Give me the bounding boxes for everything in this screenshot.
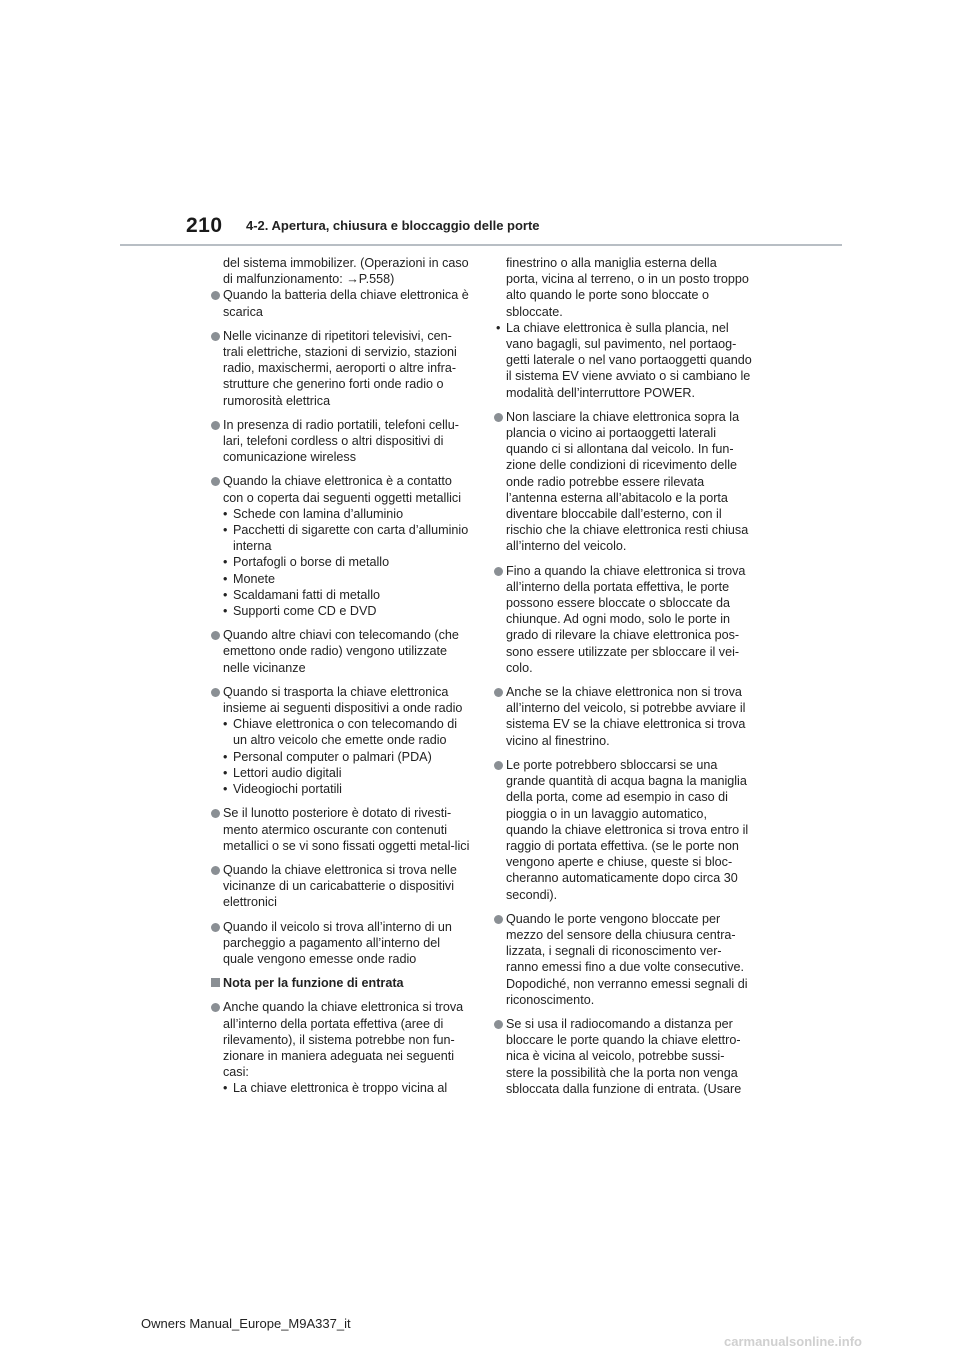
dot-bullet-icon: • <box>223 749 228 764</box>
sub-item: • Portafogli o borse di metallo <box>223 555 390 570</box>
list-item-text: Quando si trasporta la chiave elettronica insieme ai seguenti dispositivi a onde radio <box>223 684 463 716</box>
circle-bullet-icon <box>494 1020 503 1029</box>
sub-item: • Lettori audio digitali <box>223 765 342 780</box>
circle-bullet-icon <box>494 567 503 576</box>
circle-bullet-icon <box>211 923 220 932</box>
dot-bullet-icon: • <box>223 765 228 780</box>
list-item <box>494 757 752 903</box>
header-divider <box>120 244 842 246</box>
sub-item: • Personal computer o palmari (PDA) <box>223 749 432 764</box>
list-item <box>211 862 471 911</box>
page-number: 210 <box>186 214 223 237</box>
list-item-text: Quando la batteria della chiave elettronica è scarica <box>223 288 469 319</box>
sub-item: • Chiave elettronica o con telecomando di un altro veicolo che emette onde radio <box>223 717 458 748</box>
list-item-text: Quando le porte vengono bloccate per mezzo del sensore della chiusura centra-lizzata, i segnali di riconoscimento ver-ranno emessi fino a due volte consecutive. Dopodiché, non verranno emessi segnali di riconoscimento. <box>506 911 748 1007</box>
list-item <box>211 473 471 619</box>
list-item-text: Non lasciare la chiave elettronica sopra la plancia o vicino ai portaoggetti laterali quando ci si allontana dal veicolo. In fun-zione delle condizioni di ricevimento delle onde radio potrebbe essere rilevata l’antenna esterna all’abitacolo e la porta diventare bloccabile dall’esterno, con il rischio che la chiave elettronica resti chiusa all’interno del veicolo. <box>506 409 749 554</box>
dot-bullet-icon: • <box>223 717 228 732</box>
list-item <box>211 328 471 409</box>
sub-item: • Schede con lamina d’alluminio <box>223 506 404 521</box>
watermark: carmanualsonline.info <box>724 1334 862 1349</box>
circle-bullet-icon <box>494 761 503 770</box>
list-item <box>494 409 752 555</box>
sub-item: • Supporti come CD e DVD <box>223 604 377 619</box>
sub-item: • La chiave elettronica è sulla plancia, nel vano bagagli, sul pavimento, nel portaog-getti laterale o nel vano portaoggetti quando il sistema EV viene avviato o si cambiano le modalità dell’interruttore POWER. <box>496 320 752 400</box>
circle-bullet-icon <box>211 1003 220 1012</box>
circle-bullet-icon <box>211 631 220 640</box>
list-item-text: Le porte potrebbero sbloccarsi se una grande quantità di acqua bagna la maniglia della porta, come ad esempio in caso di pioggia o in un lavaggio automatico, quando la chiave elettronica si trova entro il raggio di portata effettiva. (se le porte non vengono aperte e chiuse, queste si bloc-cheranno automaticamente dopo circa 30 secondi). <box>506 757 749 902</box>
circle-bullet-icon <box>211 421 220 430</box>
circle-bullet-icon <box>494 688 503 697</box>
dot-bullet-icon: • <box>223 604 228 619</box>
square-bullet-icon <box>211 978 220 987</box>
dot-bullet-icon: • <box>223 555 228 570</box>
dot-bullet-icon: • <box>223 523 228 538</box>
circle-bullet-icon <box>211 809 220 818</box>
list-item <box>211 627 471 676</box>
list-item-text: Quando il veicolo si trova all’interno di un parcheggio a pagamento all’interno del quale vengono emesse onde radio <box>223 919 452 966</box>
circle-bullet-icon <box>211 332 220 341</box>
list-item-text: Anche se la chiave elettronica non si trova all’interno del veicolo, si potrebbe avviare il sistema EV se la chiave elettronica si trova vicino al finestrino. <box>506 685 746 748</box>
circle-bullet-icon <box>211 688 220 697</box>
list-item <box>211 805 471 854</box>
list-item-text: Nelle vicinanze di ripetitori televisivi, cen-trali elettriche, stazioni di servizio, stazioni radio, maxischermi, aeroporti o altre infra-strutture che generino forti onde radio o rumorosità elettrica <box>223 328 457 408</box>
list-item <box>211 919 471 968</box>
circle-bullet-icon <box>211 477 220 486</box>
left-column <box>211 255 471 1105</box>
dot-bullet-icon: • <box>223 571 228 586</box>
dot-bullet-icon: • <box>223 587 228 602</box>
dot-bullet-icon: • <box>496 320 501 335</box>
list-item <box>494 1016 752 1097</box>
sub-item: • Videogiochi portatili <box>223 782 342 797</box>
list-item <box>494 911 752 1008</box>
list-item <box>494 684 752 749</box>
dot-bullet-icon: • <box>223 1081 228 1096</box>
dot-bullet-icon: • <box>223 782 228 797</box>
list-item <box>211 287 471 319</box>
list-item-text: In presenza di radio portatili, telefoni cellu-lari, telefoni cordless o altri dispositivi di comunicazione wireless <box>223 417 459 465</box>
continuation-paragraph: finestrino o alla maniglia esterna della porta, vicina al terreno, o in un posto troppo alto quando le porte sono bloccate o sbloccate. <box>506 256 749 319</box>
footer-text: Owners Manual_Europe_M9A337_it <box>141 1316 351 1331</box>
circle-bullet-icon <box>494 413 503 422</box>
list-item <box>494 563 752 676</box>
right-column <box>494 255 752 1105</box>
subheading-text: Nota per la funzione di entrata <box>223 976 404 991</box>
sub-item: • Scaldamani fatti di metallo <box>223 587 380 602</box>
list-item <box>211 684 471 797</box>
list-item <box>211 999 471 1096</box>
circle-bullet-icon <box>211 866 220 875</box>
list-item-text: Quando la chiave elettronica è a contatto con o coperta dai seguenti oggetti metallici <box>223 474 462 505</box>
dot-bullet-icon: • <box>223 506 228 521</box>
sub-item: • La chiave elettronica è troppo vicina al <box>223 1081 448 1096</box>
intro-paragraph: del sistema immobilizer. (Operazioni in caso di malfunzionamento: →P.558) <box>223 256 469 287</box>
circle-bullet-icon <box>494 915 503 924</box>
section-title: 4-2. Apertura, chiusura e bloccaggio delle porte <box>246 218 540 233</box>
sub-item: • Pacchetti di sigarette con carta d’alluminio interna <box>223 523 469 554</box>
section-subheading <box>211 975 471 991</box>
list-item-text: Anche quando la chiave elettronica si trova all’interno della portata effettiva (aree di rilevamento), il sistema potrebbe non fun-zionare in maniera adeguata nei seguenti casi: <box>223 1000 464 1080</box>
list-item-text: Se si usa il radiocomando a distanza per bloccare le porte quando la chiave elettro-nica è vicina al veicolo, potrebbe sussi-stere la possibilità che la porta non venga sbloccata dalla funzione di entrata. (Usare <box>506 1016 742 1096</box>
circle-bullet-icon <box>211 291 220 300</box>
list-item-text: Quando la chiave elettronica si trova nelle vicinanze di un caricabatterie o dispositivi elettronici <box>223 862 457 910</box>
list-item-text: Se il lunotto posteriore è dotato di rivesti-mento atermico oscurante con contenuti metallici o se vi sono fissati oggetti metal-lici <box>223 806 470 853</box>
list-item-text: Fino a quando la chiave elettronica si trova all’interno della portata effettiva, le porte possono essere bloccate o sbloccate da chiunque. Ad ogni modo, solo le porte in grado di rilevare la chiave elettronica pos-sono essere utilizzate per sbloccare il vei-colo. <box>506 563 746 675</box>
sub-item: • Monete <box>223 571 276 586</box>
list-item-text: Quando altre chiavi con telecomando (che emettono onde radio) vengono utilizzate nelle vicinanze <box>223 628 459 675</box>
list-item <box>211 417 471 466</box>
